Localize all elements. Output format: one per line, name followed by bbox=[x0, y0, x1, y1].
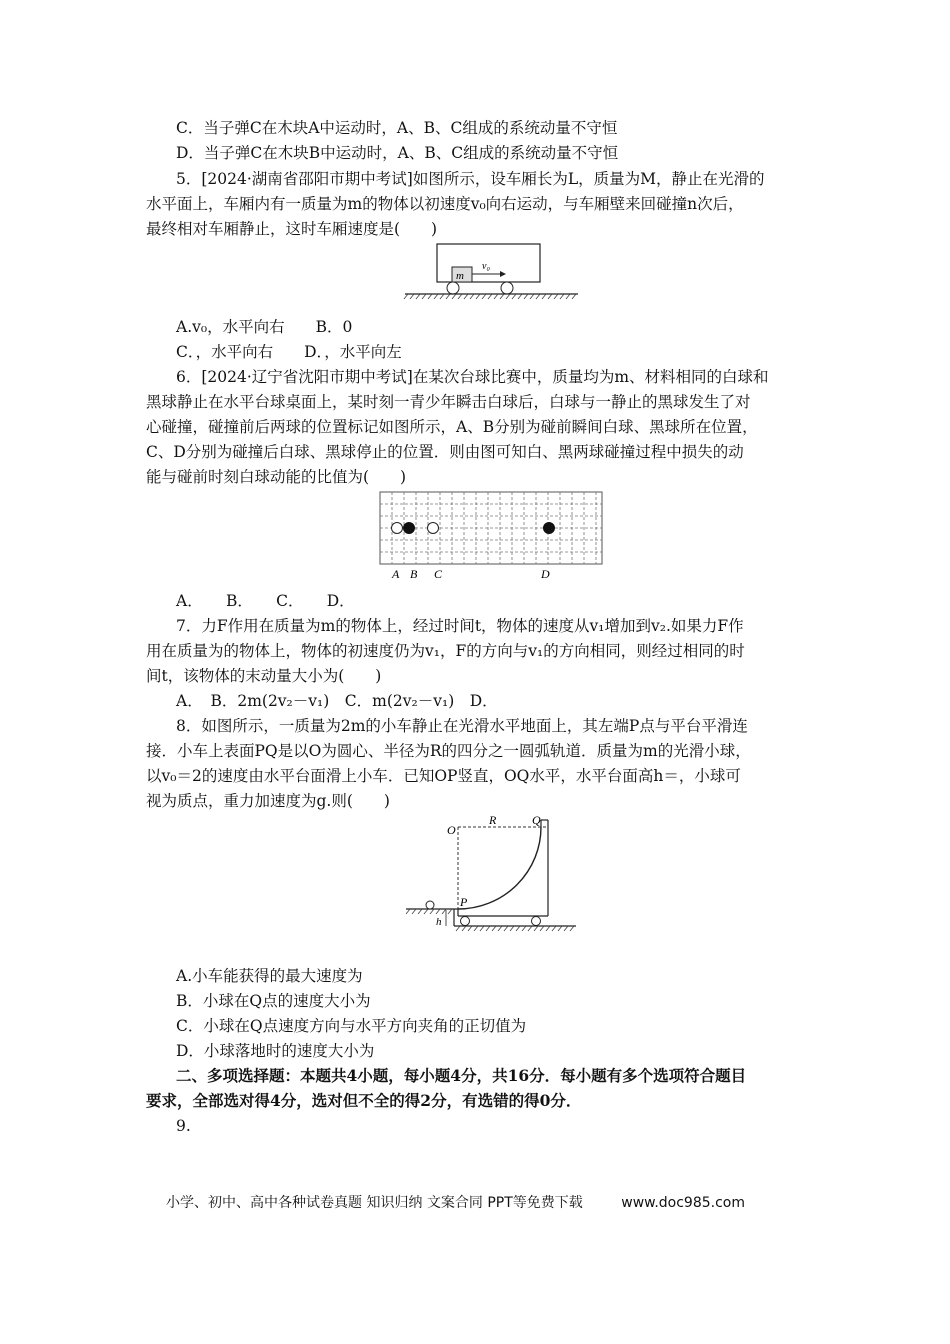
label-o: O bbox=[447, 823, 456, 837]
cart-wheel-right bbox=[532, 917, 541, 926]
q8-option-d: D．小球落地时的速度大小为 bbox=[176, 1042, 375, 1060]
velocity-arrow-head bbox=[500, 271, 506, 277]
q8-stem-line1: 8．如图所示，一质量为2m的小车静止在光滑水平地面上，其左端P点与平台平滑连 bbox=[176, 717, 748, 735]
block-m-label: m bbox=[456, 270, 464, 282]
q7-stem-line1: 7．力F作用在质量为m的物体上，经过时间t，物体的速度从v₁增加到v₂.如果力F作 bbox=[176, 617, 744, 635]
velocity-label: v₀ bbox=[482, 261, 490, 272]
q8-stem-line3: 以v₀＝2的速度由水平台面滑上小车．已知OP竖直，OQ水平，水平台面高h＝，小球可 bbox=[146, 767, 741, 785]
q4-option-c: C．当子弹C在木块A中运动时，A、B、C组成的系统动量不守恒 bbox=[176, 119, 618, 137]
label-a: A bbox=[392, 567, 400, 581]
q6-stem-line5: 能与碰前时刻白球动能的比值为( ) bbox=[146, 468, 407, 486]
label-c: C bbox=[434, 567, 443, 581]
q6-billiard-figure bbox=[375, 490, 607, 582]
q8-stem-line2: 接．小车上表面PQ是以O为圆心、半径为R的四分之一圆弧轨道．质量为m的光滑小球， bbox=[146, 742, 751, 760]
q5-carriage-figure bbox=[400, 242, 585, 304]
q4-option-d: D．当子弹C在木块B中运动时，A、B、C组成的系统动量不守恒 bbox=[176, 144, 619, 162]
q6-options: A． B． C． D． bbox=[176, 592, 355, 610]
q5-options-ab: A.v₀，水平向右 B．0 bbox=[176, 318, 353, 336]
q6-stem-line1: 6．[2024·辽宁省沈阳市期中考试]在某次台球比赛中，质量均为m、材料相同的白球和 bbox=[176, 368, 769, 386]
small-ball bbox=[426, 901, 434, 909]
q8-cart-figure bbox=[400, 810, 580, 935]
q6-stem-line4: C、D分别为碰撞后白球、黑球停止的位置．则由图可知白、黑两球碰撞过程中损失的动 bbox=[146, 443, 744, 461]
q8-stem-line4: 视为质点，重力加速度为g.则( ) bbox=[146, 792, 390, 810]
q7-options: A． B．2m(2v₂－v₁) C．m(2v₂－v₁) D． bbox=[176, 692, 498, 710]
ground-hatch bbox=[456, 926, 574, 931]
label-b: B bbox=[410, 567, 418, 581]
ground-hatch bbox=[404, 294, 576, 299]
wheel-left bbox=[447, 282, 459, 294]
label-h: h bbox=[436, 916, 442, 928]
q9-number: 9. bbox=[176, 1117, 191, 1135]
white-ball-a bbox=[392, 523, 403, 534]
q8-option-a: A.小车能获得的最大速度为 bbox=[176, 967, 363, 985]
cart-wheel-left bbox=[461, 917, 470, 926]
q8-option-b: B．小球在Q点的速度大小为 bbox=[176, 992, 371, 1010]
q7-stem-line2: 用在质量为的物体上，物体的初速度仍为v₁，F的方向与v₁的方向相同，则经过相同的时 bbox=[146, 642, 745, 660]
q5-stem-line2: 水平面上，车厢内有一质量为m的物体以初速度v₀向右运动，与车厢壁来回碰撞n次后， bbox=[146, 195, 744, 213]
q6-stem-line3: 心碰撞，碰撞前后两球的位置标记如图所示，A、B分别为碰前瞬间白球、黑球所在位置， bbox=[146, 418, 758, 436]
q7-stem-line3: 间t，该物体的末动量大小为( ) bbox=[146, 667, 382, 685]
white-ball-c bbox=[428, 523, 439, 534]
label-q: Q bbox=[532, 813, 541, 827]
q5-stem-line3: 最终相对车厢静止，这时车厢速度是( ) bbox=[146, 220, 438, 238]
q8-option-c: C．小球在Q点速度方向与水平方向夹角的正切值为 bbox=[176, 1017, 527, 1035]
q5-options-cd: C．，水平向右 D．，水平向左 bbox=[176, 343, 402, 361]
footer-url[interactable]: www.doc985.com bbox=[621, 1195, 745, 1211]
label-d: D bbox=[541, 567, 550, 581]
wheel-right bbox=[501, 282, 513, 294]
label-r: R bbox=[489, 813, 497, 827]
platform-hatch bbox=[406, 909, 452, 914]
footer-text: 小学、初中、高中各种试卷真题 知识归纳 文案合同 PPT等免费下载 bbox=[166, 1195, 583, 1211]
section2-heading-line2: 要求，全部选对得4分，选对但不全的得2分，有选错的得0分． bbox=[146, 1091, 582, 1110]
footer bbox=[166, 1192, 751, 1212]
q5-stem-line1: 5．[2024·湖南省邵阳市期中考试]如图所示，设车厢长为L，质量为M，静止在光滑的 bbox=[176, 170, 765, 188]
black-ball-d bbox=[544, 523, 555, 534]
black-ball-b bbox=[404, 523, 415, 534]
label-p: P bbox=[460, 895, 468, 909]
arc-track-pq bbox=[458, 827, 541, 909]
q6-stem-line2: 黑球静止在水平台球桌面上，某时刻一青少年瞬击白球后，白球与一静止的黑球发生了对 bbox=[146, 393, 751, 411]
section2-heading-line1: 二、多项选择题：本题共4小题，每小题4分，共16分．每小题有多个选项符合题目 bbox=[176, 1066, 747, 1085]
